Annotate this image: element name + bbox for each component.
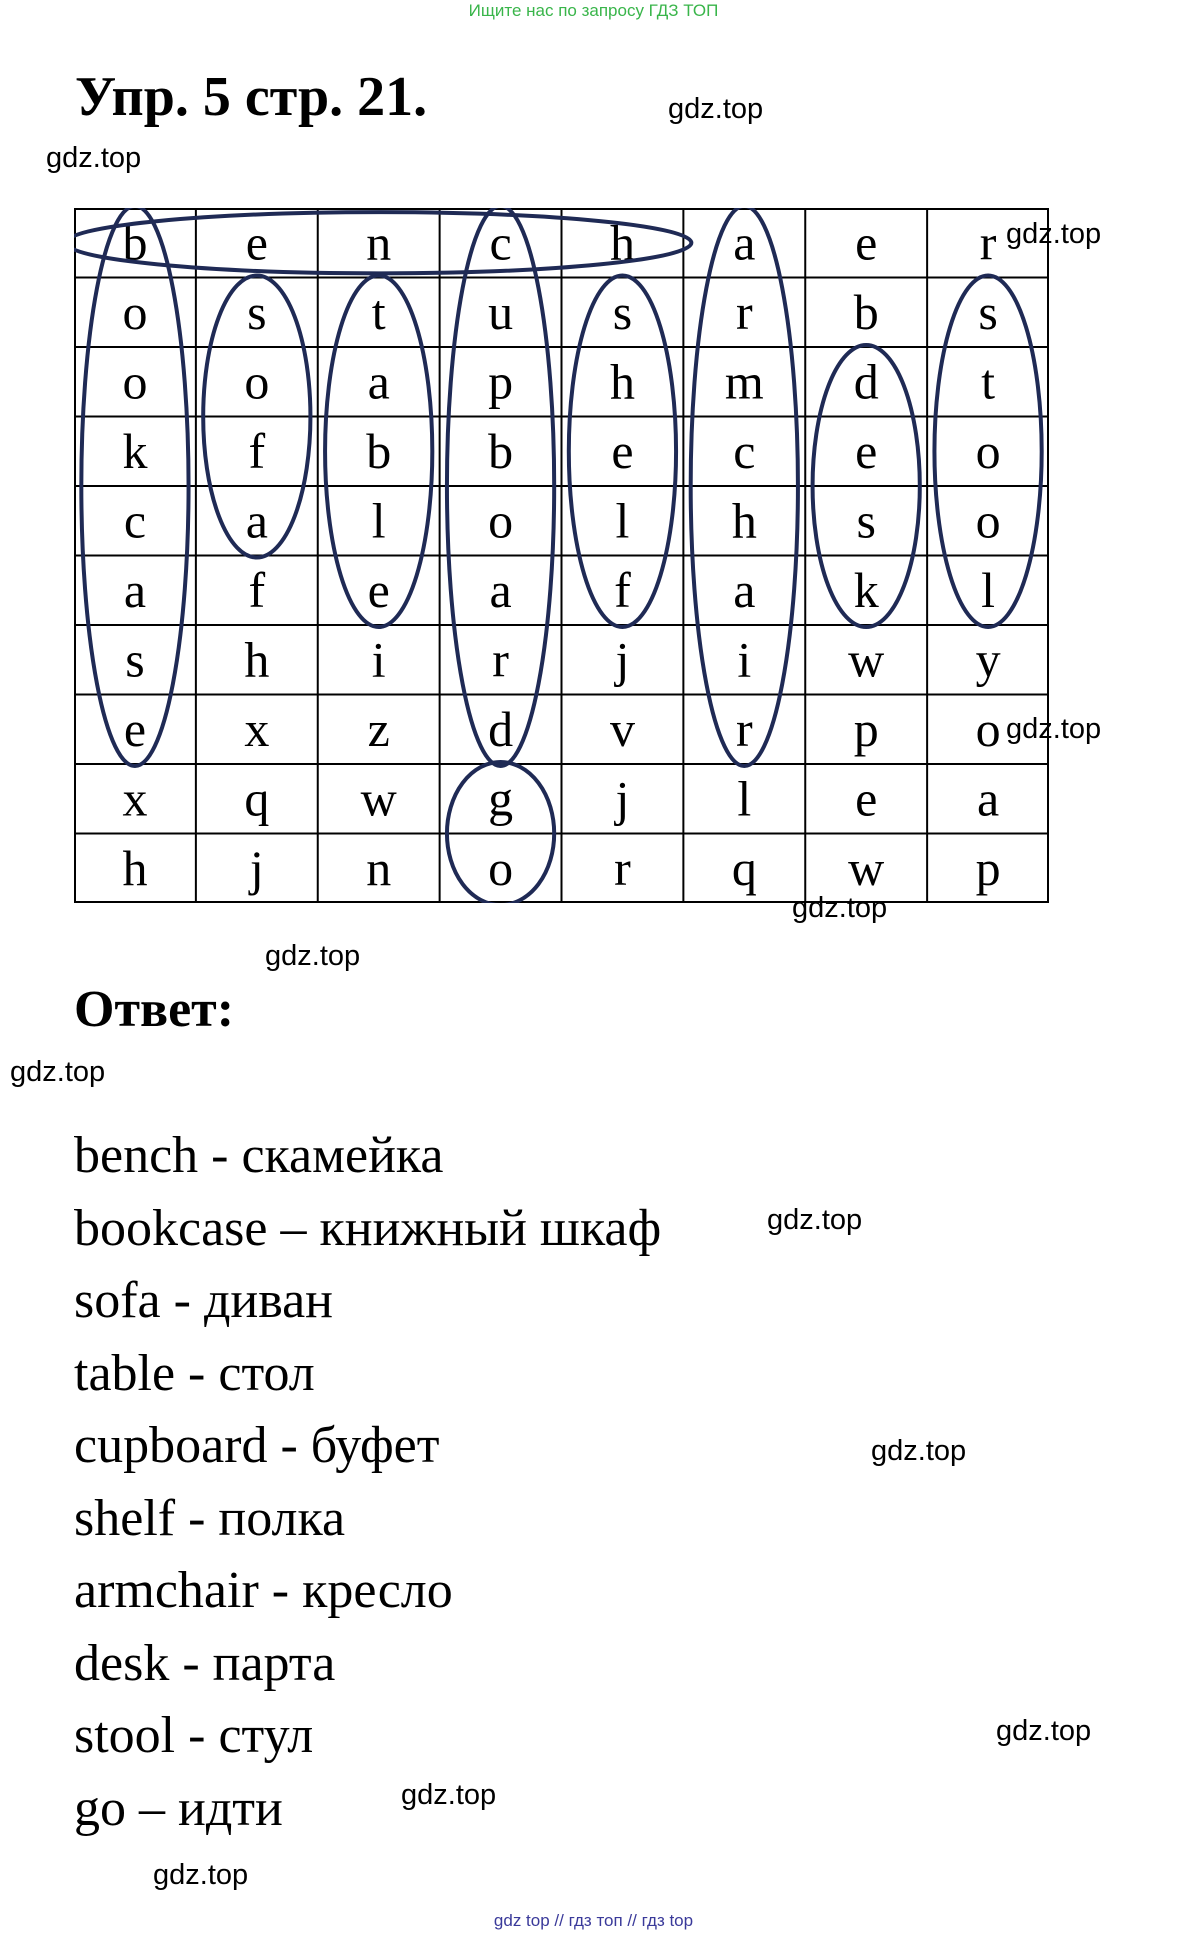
answer-item: go – идти xyxy=(74,1779,283,1837)
watermark: gdz.top xyxy=(1006,713,1102,745)
grid-letter: o xyxy=(244,353,270,410)
grid-letter: f xyxy=(248,561,266,618)
answer-item: shelf - полка xyxy=(74,1489,346,1547)
grid-letter: f xyxy=(248,422,266,479)
answer-item: table - стол xyxy=(74,1344,315,1402)
watermark: gdz.top xyxy=(46,142,142,174)
grid-letter: o xyxy=(975,700,1001,757)
grid-letter: j xyxy=(615,631,630,688)
grid-letter: p xyxy=(853,700,879,757)
grid-letter: h xyxy=(122,839,148,896)
grid-letter: e xyxy=(855,214,878,271)
grid-letter: t xyxy=(981,353,996,410)
grid-letter: b xyxy=(366,422,392,479)
grid-letter: d xyxy=(488,700,514,757)
grid-letter: u xyxy=(488,283,514,340)
grid-letter: l xyxy=(981,561,996,618)
grid-letter: k xyxy=(122,422,148,479)
answer-item: armchair - кресло xyxy=(74,1562,453,1619)
grid-letter: m xyxy=(724,353,764,410)
grid-letter: j xyxy=(615,770,630,827)
grid-letter: e xyxy=(611,422,634,479)
bottom-footer[interactable]: gdz top // гдз топ // гдз top xyxy=(493,1911,694,1930)
answer-item: stool - стул xyxy=(74,1707,314,1764)
grid-letter: h xyxy=(609,214,635,271)
grid-letter: z xyxy=(367,700,390,757)
grid-letter: l xyxy=(737,770,752,827)
watermark: gdz.top xyxy=(1006,218,1102,250)
grid-letter: e xyxy=(123,700,147,757)
grid-letter: d xyxy=(853,353,879,410)
grid-letter: x xyxy=(122,770,148,827)
watermark: gdz.top xyxy=(668,93,764,125)
answer-item: bench - скамейка xyxy=(74,1127,444,1184)
watermark: gdz.top xyxy=(265,940,361,972)
watermark: gdz.top xyxy=(10,1056,106,1088)
grid-letter: r xyxy=(979,214,997,271)
grid-letter: e xyxy=(855,422,878,479)
grid-letter: a xyxy=(733,561,756,618)
grid-letter: w xyxy=(848,631,885,688)
grid-letter: r xyxy=(492,631,509,688)
watermark: gdz.top xyxy=(767,1204,863,1236)
watermark: gdz.top xyxy=(401,1779,497,1811)
answer-item: cupboard - буфет xyxy=(74,1417,440,1474)
grid-letter: a xyxy=(123,561,147,618)
exercise-title: Упр. 5 стр. 21. xyxy=(75,66,428,128)
grid-letter: g xyxy=(488,770,514,827)
grid-letter: r xyxy=(614,839,631,896)
watermark: gdz.top xyxy=(996,1715,1092,1747)
grid-letter: j xyxy=(249,839,264,896)
answer-heading: Ответ: xyxy=(74,981,235,1038)
grid-letter: s xyxy=(125,631,145,688)
grid-letter: n xyxy=(366,214,392,271)
top-banner[interactable]: Ищите нас по запросу ГДЗ ТОП xyxy=(468,1,719,20)
grid-letter: b xyxy=(122,214,148,271)
grid-letter: h xyxy=(244,631,270,688)
grid-letter: w xyxy=(360,770,397,827)
grid-letter: x xyxy=(244,700,270,757)
grid-letter: o xyxy=(122,283,148,340)
grid-letter: b xyxy=(853,283,879,340)
answer-item: bookcase – книжный шкаф xyxy=(74,1199,662,1257)
grid-letter: o xyxy=(975,422,1001,479)
grid-letter: h xyxy=(609,353,635,410)
grid-letter: r xyxy=(735,283,753,340)
grid-letter: o xyxy=(975,492,1001,549)
grid-letter: b xyxy=(488,422,514,479)
grid-letter: e xyxy=(245,214,268,271)
grid-letter: e xyxy=(855,770,878,827)
grid-letter: n xyxy=(366,839,392,896)
answer-item: desk - парта xyxy=(74,1634,336,1692)
grid-letter: c xyxy=(123,492,147,549)
grid-letter: s xyxy=(978,283,998,340)
grid-letter: a xyxy=(367,353,390,410)
grid-letter: v xyxy=(609,700,635,757)
grid-letter: i xyxy=(371,631,386,688)
watermark: gdz.top xyxy=(153,1859,249,1891)
grid-letter: o xyxy=(488,839,514,896)
grid-letter: l xyxy=(615,492,630,549)
grid-letter: a xyxy=(245,492,268,549)
grid-letter: i xyxy=(737,631,752,688)
answer-item: sofa - диван xyxy=(74,1272,334,1329)
grid-letter: a xyxy=(489,561,512,618)
grid-letter: l xyxy=(371,492,386,549)
watermark: gdz.top xyxy=(792,892,888,924)
grid-letter: y xyxy=(975,631,1001,688)
grid-letter: a xyxy=(976,770,1000,827)
watermark: gdz.top xyxy=(871,1435,967,1467)
grid-letter: p xyxy=(488,353,514,410)
grid-letter: h xyxy=(731,492,757,549)
grid-letter: c xyxy=(489,214,512,271)
grid-letter: s xyxy=(612,283,633,340)
word-search-grid xyxy=(74,208,1049,903)
grid-letter: f xyxy=(614,561,631,618)
grid-letter: k xyxy=(853,561,879,618)
grid-letter: q xyxy=(731,839,757,896)
grid-letter: c xyxy=(733,422,756,479)
grid-letter: s xyxy=(856,492,876,549)
grid-letter: p xyxy=(975,839,1001,896)
grid-letter: q xyxy=(244,770,270,827)
grid-letter: a xyxy=(733,214,756,271)
grid-letter: s xyxy=(247,283,267,340)
answer-list xyxy=(74,1120,661,1845)
grid-letter: r xyxy=(735,700,753,757)
grid-letter: e xyxy=(367,561,390,618)
grid-letter: t xyxy=(371,283,386,340)
grid-letter: w xyxy=(848,839,885,896)
grid-letter: o xyxy=(488,492,514,549)
word-search-puzzle xyxy=(74,208,1049,903)
grid-letter: o xyxy=(122,353,148,410)
